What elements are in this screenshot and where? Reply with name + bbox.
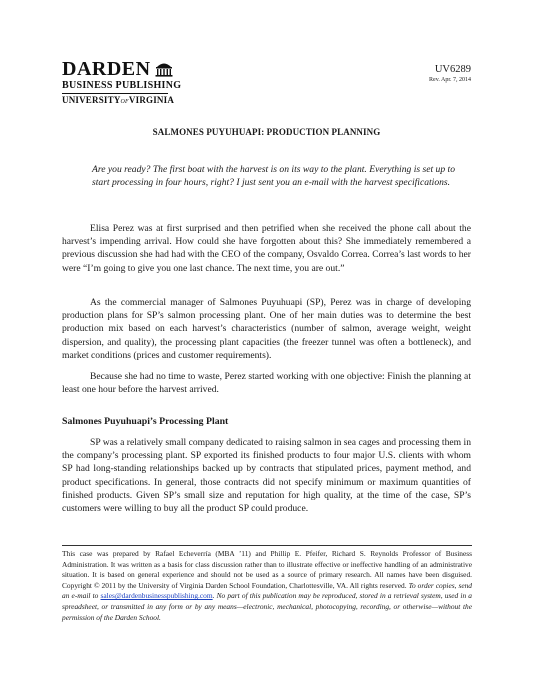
footnote-tail: . No part of this publication may be reproduced, stored in a retrieval system, used in a spreadsheet, or transmitted in any form or by any means—electronic, mechanical, photocopying, recording, or otherwise—without the permission of the Darden School.: [62, 591, 472, 622]
logo-business-publishing: BUSINESS PUBLISHING: [62, 80, 182, 91]
logo-university-b: VIRGINIA: [128, 95, 175, 105]
logo-university-of: of: [120, 96, 129, 105]
paragraph-1: Elisa Perez was at first surprised and then petrified when she received the phone call about the harvest’s impending arrival. How could she have forgotten about this? She immediately remembered a previous discussion she had had with the CEO of the company, Osvaldo Correa. Correa’s last words to her were “I’m going to give you one last chance. The next time, you are out.”: [62, 223, 471, 274]
section-heading: Salmones Puyuhuapi’s Processing Plant: [62, 416, 229, 427]
document-title: SALMONES PUYUHUAPI: PRODUCTION PLANNING: [152, 127, 381, 137]
footnote: [62, 545, 472, 623]
darden-logo: [62, 60, 182, 107]
logo-university: [62, 94, 182, 107]
section-paragraph: SP was a relatively small company dedicated to raising salmon in sea cages and processing them in the company’s processing plant. SP exported its finished products to four major U.S. clients with whom SP had long-standing relationships backed up by contracts that stipulated prices, payment method, and product specifications. In general, those contracts did not specify minimum or maximum quantities of finished products. Given SP’s small size and reputation for high quality, at the time of the case, SP’s customers were willing to buy all the product SP could produce.: [62, 437, 471, 515]
paragraph-2: As the commercial manager of Salmones Puyuhuapi (SP), Perez was in charge of developing production plans for SP’s salmon processing plant. One of her main duties was to determine the best production mix based on each harvest’s characteristics (number of salmon, average weight, weight dispersion, and quality), the processing plant capacities (the freezer tunnel was often a bottleneck), and market conditions (prices and customer requirements).: [62, 297, 471, 361]
footnote-order-text: To order copies, send an e-mail to: [62, 580, 473, 601]
paragraph-3: Because she had no time to waste, Perez started working with one objective: Finish the planning at least one hour before the harvest arrived.: [62, 371, 471, 396]
logo-darden-text: DARDEN: [62, 58, 151, 80]
sales-email-link[interactable]: sales@dardenbusinesspublishing.com: [100, 591, 213, 601]
rotunda-icon: [155, 61, 173, 77]
opening-quote: Are you ready? The first boat with the harvest is on its way to the plant. Everything is set up to start processing in four hours, right? I just sent you an e-mail with the harvest specifications.: [92, 164, 456, 189]
revision-date: Rev. Apr. 7, 2014: [429, 77, 471, 83]
case-number: UV6289: [434, 64, 471, 75]
footnote-text: This case was prepared by Rafael Echeverría (MBA ’11) and Phillip E. Pfeifer, Richard S. Reynolds Professor of Business Administration. It was written as a basis for class discussion rather than to illustrate effective or ineffective handling of an administrative situation. It is based on general experience and should not be used as a source of primary research. All names have been disguised. Copyright © 2011 by the University of Virginia Darden School Foundation, Charlottesville, VA. All rights reserved.: [62, 549, 472, 590]
logo-university-a: UNIVERSITY: [62, 95, 121, 105]
